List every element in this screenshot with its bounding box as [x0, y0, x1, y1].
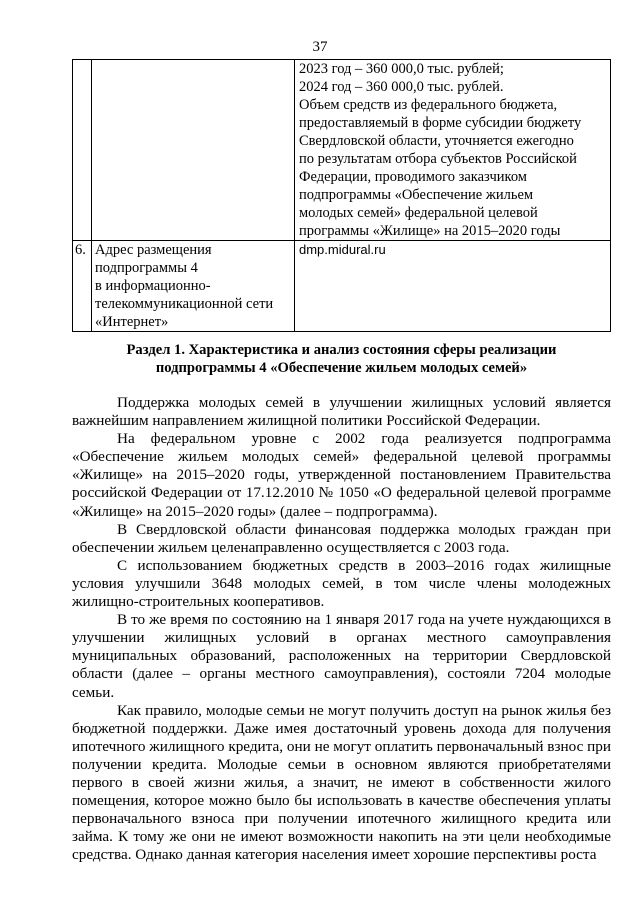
row-value: [295, 241, 611, 332]
section-heading-line: Раздел 1. Характеристика и анализ состояния сферы реализации: [126, 342, 557, 358]
label-line: Адрес размещения: [95, 242, 212, 258]
label-line: подпрограммы 4: [95, 260, 198, 276]
value-line: Свердловской области, уточняется ежегодно: [299, 133, 574, 149]
label-line: «Интернет»: [95, 314, 169, 330]
table-row: [73, 60, 611, 241]
value-line: по результатам отбора субъектов Российской: [299, 151, 577, 167]
section-heading: [72, 341, 611, 377]
row-label: [92, 60, 295, 241]
body-text: [72, 394, 611, 864]
program-passport-table: [72, 59, 611, 332]
value-line: подпрограммы «Обеспечение жильем: [299, 187, 534, 203]
value-line: 2023 год – 360 000,0 тыс. рублей;: [299, 61, 504, 77]
label-line: в информационно-: [95, 278, 211, 294]
label-line: телекоммуникационной сети: [95, 296, 274, 312]
value-line: Федерации, проводимого заказчиком: [299, 169, 527, 185]
row-label: [92, 241, 295, 332]
value-line: предоставляемый в форме субсидии бюджету: [299, 115, 582, 131]
paragraph: На федеральном уровне с 2002 года реализуется подпрограмма «Обеспечение жильем молодых семей» федеральной целевой программы «Жилище» на 2015–2020 годы, утвержденной постановлением Правительства российской Федерации от 17.12.2010 № 1050 «О федеральной целевой программе «Жилище» на 2015–2020 годы» (далее – подпрограмма).: [72, 430, 611, 520]
value-line: молодых семей» федеральной целевой: [299, 205, 538, 221]
paragraph: С использованием бюджетных средств в 2003–2016 годах жилищные условия улучшили 3648 молодых семей, в том числе члены молодежных жилищно-строительных кооперативов.: [72, 556, 611, 611]
paragraph: Поддержка молодых семей в улучшении жилищных условий является важнейшим направлением жилищной политики Российской Федерации.: [72, 394, 611, 430]
value-line: 2024 год – 360 000,0 тыс. рублей.: [299, 79, 504, 95]
row-number: 6.: [73, 241, 92, 332]
row-number: [73, 60, 92, 241]
value-line: Объем средств из федерального бюджета,: [299, 97, 558, 113]
value-line: программы «Жилище» на 2015–2020 годы: [299, 223, 561, 239]
paragraph: Как правило, молодые семьи не могут получить доступ на рынок жилья без бюджетной поддержки. Даже имея достаточный уровень дохода для получения ипотечного жилищного кредита, они не могут оплатить первоначальный взнос при получении кредита. Молодые семьи в основном являются приобретателями первого в своей жизни жилья, а значит, не имеют в собственности жилого помещения, которое можно было бы использовать в качестве обеспечения уплаты первоначального взноса при получении ипотечного жилищного кредита или займа. К тому же они не имеют возможности накопить на эти цели необходимые средства. Однако данная категория населения имеет хорошие перспективы роста: [72, 701, 611, 864]
page-number: 37: [312, 39, 328, 55]
paragraph: В то же время по состоянию на 1 января 2017 года на учете нуждающихся в улучшении жилищных условий в органах местного самоуправления муниципальных образований, расположенных на территории Свердловской области (далее – органы местного самоуправления), состояли 7204 молодые семьи.: [72, 611, 611, 701]
table-row: [73, 241, 611, 332]
row-value: [295, 60, 611, 241]
paragraph: В Свердловской области финансовая поддержка молодых граждан при обеспечении жильем целенаправленно осуществляется с 2003 года.: [72, 520, 611, 556]
section-heading-line: подпрограммы 4 «Обеспечение жильем молодых семей»: [155, 360, 528, 376]
website-url: dmp.midural.ru: [299, 242, 386, 257]
